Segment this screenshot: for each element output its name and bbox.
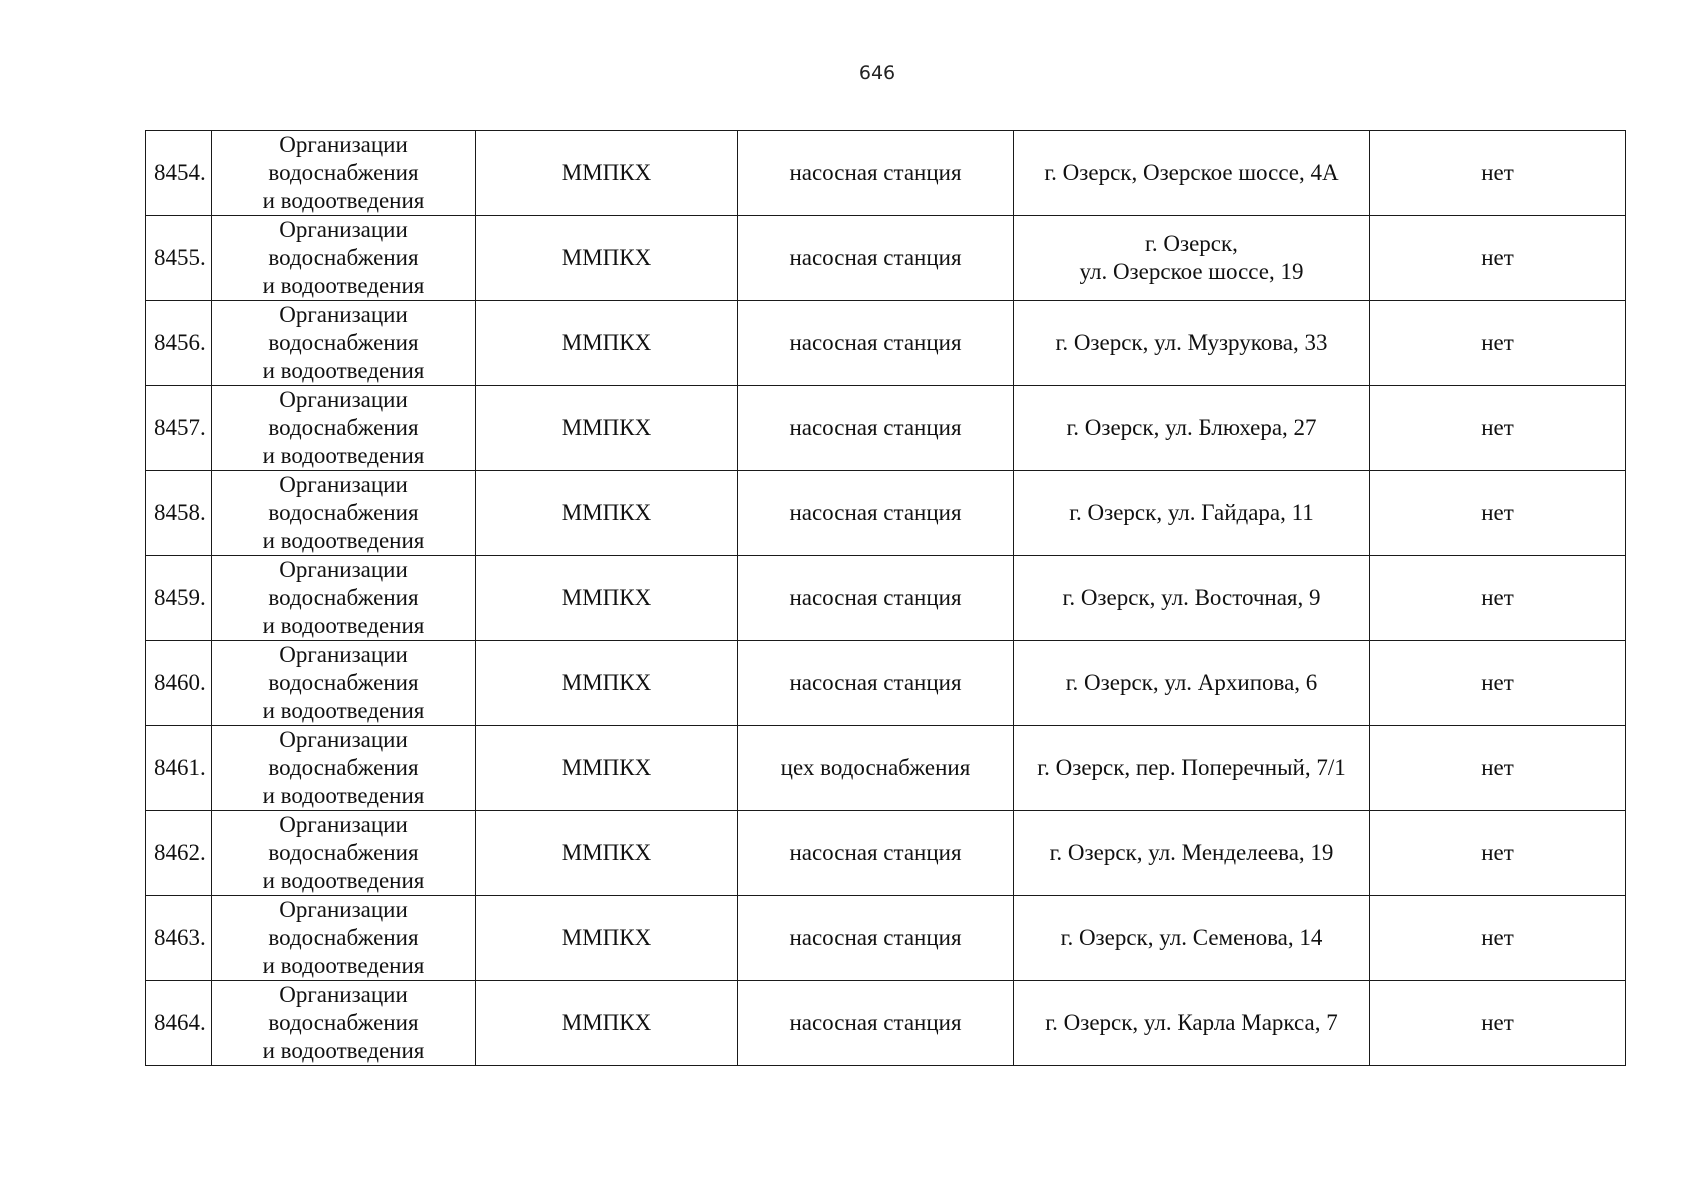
organization-type-cell	[212, 896, 476, 981]
operator-cell: ММПКХ	[476, 216, 738, 301]
organization-type-line: водоснабжения	[268, 840, 419, 865]
organization-type-line: водоснабжения	[268, 415, 419, 440]
organization-type-cell	[212, 301, 476, 386]
organization-type-line: и водоотведения	[262, 1038, 425, 1063]
row-number-cell: 8463.	[146, 896, 212, 981]
object-type-cell: насосная станция	[738, 471, 1014, 556]
address-cell	[1014, 811, 1370, 896]
address-cell	[1014, 641, 1370, 726]
row-number-cell: 8457.	[146, 386, 212, 471]
table-row	[146, 726, 1626, 811]
status-flag-cell: нет	[1370, 726, 1626, 811]
address-line: г. Озерск, Озерское шоссе, 4А	[1044, 160, 1339, 185]
address-line: г. Озерск, ул. Гайдара, 11	[1069, 500, 1314, 525]
organization-type-line: и водоотведения	[262, 443, 425, 468]
organization-type-line: Организации	[279, 217, 408, 242]
organization-type-line: водоснабжения	[268, 925, 419, 950]
organization-type-cell	[212, 216, 476, 301]
organization-type-cell	[212, 131, 476, 216]
object-type-cell: насосная станция	[738, 896, 1014, 981]
table-row	[146, 301, 1626, 386]
address-line: г. Озерск, ул. Менделеева, 19	[1049, 840, 1334, 865]
row-number-cell: 8456.	[146, 301, 212, 386]
status-flag-cell: нет	[1370, 131, 1626, 216]
organization-type-line: и водоотведения	[262, 273, 425, 298]
organization-type-line: и водоотведения	[262, 698, 425, 723]
object-type-cell: насосная станция	[738, 216, 1014, 301]
status-flag-cell: нет	[1370, 896, 1626, 981]
organization-type-line: Организации	[279, 982, 408, 1007]
organization-type-line: Организации	[279, 132, 408, 157]
operator-cell: ММПКХ	[476, 301, 738, 386]
organization-type-cell	[212, 981, 476, 1066]
organization-type-line: Организации	[279, 387, 408, 412]
operator-cell: ММПКХ	[476, 471, 738, 556]
address-cell	[1014, 471, 1370, 556]
organization-type-line: водоснабжения	[268, 330, 419, 355]
status-flag-cell: нет	[1370, 556, 1626, 641]
status-flag-cell: нет	[1370, 386, 1626, 471]
organization-type-line: Организации	[279, 812, 408, 837]
address-line: г. Озерск,	[1145, 231, 1238, 256]
status-flag-cell: нет	[1370, 301, 1626, 386]
address-line: г. Озерск, ул. Карла Маркса, 7	[1045, 1010, 1338, 1035]
organization-type-line: Организации	[279, 472, 408, 497]
address-cell	[1014, 131, 1370, 216]
organization-type-line: и водоотведения	[262, 358, 425, 383]
address-cell	[1014, 216, 1370, 301]
row-number-cell: 8462.	[146, 811, 212, 896]
registry-table	[145, 130, 1626, 1066]
status-flag-cell: нет	[1370, 471, 1626, 556]
address-line: г. Озерск, ул. Восточная, 9	[1062, 585, 1321, 610]
status-flag-cell: нет	[1370, 641, 1626, 726]
table-row	[146, 641, 1626, 726]
organization-type-line: Организации	[279, 557, 408, 582]
organization-type-line: водоснабжения	[268, 670, 419, 695]
organization-type-line: и водоотведения	[262, 953, 425, 978]
organization-type-line: Организации	[279, 727, 408, 752]
table-row	[146, 811, 1626, 896]
object-type-cell: насосная станция	[738, 131, 1014, 216]
organization-type-line: Организации	[279, 642, 408, 667]
object-type-cell: цех водоснабжения	[738, 726, 1014, 811]
row-number-cell: 8460.	[146, 641, 212, 726]
object-type-cell: насосная станция	[738, 981, 1014, 1066]
table-row	[146, 471, 1626, 556]
organization-type-line: водоснабжения	[268, 160, 419, 185]
address-line: г. Озерск, ул. Архипова, 6	[1065, 670, 1318, 695]
row-number-cell: 8461.	[146, 726, 212, 811]
operator-cell: ММПКХ	[476, 896, 738, 981]
object-type-cell: насосная станция	[738, 301, 1014, 386]
organization-type-line: Организации	[279, 302, 408, 327]
address-line: ул. Озерское шоссе, 19	[1079, 259, 1304, 284]
organization-type-cell	[212, 726, 476, 811]
organization-type-line: Организации	[279, 897, 408, 922]
address-line: г. Озерск, ул. Семенова, 14	[1060, 925, 1323, 950]
object-type-cell: насосная станция	[738, 556, 1014, 641]
table-row	[146, 386, 1626, 471]
row-number-cell: 8464.	[146, 981, 212, 1066]
table-row	[146, 981, 1626, 1066]
object-type-cell: насосная станция	[738, 811, 1014, 896]
operator-cell: ММПКХ	[476, 386, 738, 471]
organization-type-cell	[212, 641, 476, 726]
operator-cell: ММПКХ	[476, 641, 738, 726]
operator-cell: ММПКХ	[476, 556, 738, 641]
object-type-cell: насосная станция	[738, 641, 1014, 726]
organization-type-line: и водоотведения	[262, 528, 425, 553]
object-type-cell: насосная станция	[738, 386, 1014, 471]
operator-cell: ММПКХ	[476, 726, 738, 811]
address-line: г. Озерск, ул. Музрукова, 33	[1055, 330, 1328, 355]
address-cell	[1014, 896, 1370, 981]
address-cell	[1014, 386, 1370, 471]
table-row	[146, 216, 1626, 301]
organization-type-line: и водоотведения	[262, 868, 425, 893]
organization-type-line: и водоотведения	[262, 613, 425, 638]
organization-type-line: водоснабжения	[268, 1010, 419, 1035]
operator-cell: ММПКХ	[476, 131, 738, 216]
row-number-cell: 8458.	[146, 471, 212, 556]
organization-type-line: и водоотведения	[262, 783, 425, 808]
status-flag-cell: нет	[1370, 216, 1626, 301]
organization-type-line: и водоотведения	[262, 188, 425, 213]
table-row	[146, 131, 1626, 216]
row-number-cell: 8455.	[146, 216, 212, 301]
address-line: г. Озерск, пер. Поперечный, 7/1	[1037, 755, 1346, 780]
organization-type-line: водоснабжения	[268, 755, 419, 780]
organization-type-line: водоснабжения	[268, 500, 419, 525]
address-cell	[1014, 556, 1370, 641]
operator-cell: ММПКХ	[476, 981, 738, 1066]
address-line: г. Озерск, ул. Блюхера, 27	[1066, 415, 1317, 440]
row-number-cell: 8454.	[146, 131, 212, 216]
address-cell	[1014, 981, 1370, 1066]
status-flag-cell: нет	[1370, 811, 1626, 896]
organization-type-line: водоснабжения	[268, 245, 419, 270]
organization-type-cell	[212, 556, 476, 641]
table-row	[146, 896, 1626, 981]
table-row	[146, 556, 1626, 641]
organization-type-cell	[212, 471, 476, 556]
operator-cell: ММПКХ	[476, 811, 738, 896]
address-cell	[1014, 726, 1370, 811]
registry-table-body	[146, 131, 1626, 1066]
page-number: 646	[858, 62, 896, 84]
organization-type-cell	[212, 386, 476, 471]
organization-type-line: водоснабжения	[268, 585, 419, 610]
address-cell	[1014, 301, 1370, 386]
organization-type-cell	[212, 811, 476, 896]
status-flag-cell: нет	[1370, 981, 1626, 1066]
row-number-cell: 8459.	[146, 556, 212, 641]
